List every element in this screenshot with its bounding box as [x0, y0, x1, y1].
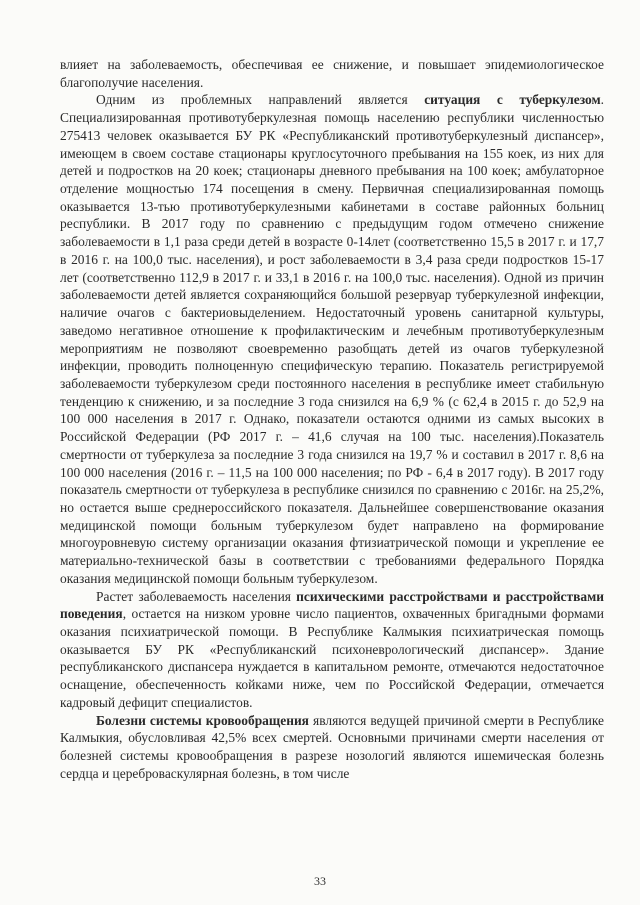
paragraph-intro-continuation	[60, 56, 604, 91]
paragraph-text: Одним из проблемных направлений является	[96, 92, 425, 108]
paragraph-text: , остается на низком уровне число пациентов, охваченных бригадными формами оказания психиатрической помощи. В Республике Калмыкия психиатрическая помощь оказывается БУ РК «Республиканский психоневрологический диспансер». Здание республиканского диспансера нуждается в капитальном ремонте, отмечаются недостаточное оснащение, обеспеченность койками ниже, чем по Российской Федерации, отмечается кадровый дефицит специалистов.	[60, 606, 604, 710]
emphasis-circulatory-diseases: Болезни системы кровообращения	[96, 712, 309, 728]
page-number: 33	[314, 874, 326, 888]
paragraph-circulatory-diseases	[60, 712, 604, 783]
paragraph-tuberculosis	[60, 91, 604, 587]
paragraph-mental-disorders	[60, 588, 604, 712]
paragraph-text: являются ведущей причиной смерти в Республике Калмыкия, обусловливая 42,5% всех смертей. Основными причинами смерти населения от болезней системы кровообращения в разрезе нозологий являются ишемическая болезнь сердца и цереброваскулярная болезнь, в том числе	[60, 712, 604, 781]
emphasis-tuberculosis: ситуация с туберкулезом	[424, 92, 601, 108]
paragraph-text: влияет на заболеваемость, обеспечивая ее снижение, и повышает эпидемиологическое благополучие населения.	[60, 57, 604, 90]
paragraph-text: Растет заболеваемость населения	[96, 588, 297, 604]
paragraph-text: . Специализированная противотуберкулезная помощь населению республики численностью 275413 человек оказывается БУ РК «Республиканский противотуберкулезный диспансер», имеющем в своем составе стационары круглосуточного пребывания на 155 коек, из них для детей и подростков на 20 коек; стационары дневного пребывания на 100 коек; амбулаторное отделение мощностью 174 посещения в смену. Первичная специализированная помощь оказывается 13-тью противотуберкулезными кабинетами в составе районных больниц республики. В 2017 году по сравнению с предыдущим годом отмечено снижение заболеваемости в 1,1 раза среди детей в возрасте 0-14лет (соответственно 15,5 в 2017 г. и 17,7 в 2016 г. на 100,0 тыс. населения), и рост заболеваемости в 3,4 раза среди подростков 15-17 лет (соответственно 112,9 в 2017 г. и 33,1 в 2016 г. на 100,0 тыс. населения). Одной из причин заболеваемости детей является сохраняющийся большой резервуар туберкулезной инфекции, наличие очагов с бактериовыделением. Недостаточный уровень санитарной культуры, заведомо негативное отношение к профилактическим и лечебным противотуберкулезным мероприятиям не позволяют своевременно разобщать детей из очагов туберкулезной инфекции, проводить полноценную специфическую терапию. Показатель регистрируемой заболеваемости туберкулезом среди постоянного населения в республике имеет стабильную тенденцию к снижению, и за последние 3 года снизился на 6,9 % (с 62,4 в 2015 г. до 52,9 на 100 000 населения в 2017 г. Однако, показатели остаются одними из самых высоких в Российской Федерации (РФ 2017 г. – 41,6 случая на 100 тыс. населения).Показатель смертности от туберкулеза за последние 3 года снизился на 19,7 % и составил в 2017 г. 8,6 на 100 000 населения (2016 г. – 11,5 на 100 000 населения; по РФ - 6,4 в 2017 году). В 2017 году показатель смертности от туберкулеза в республике снизился по сравнению с 2016г. на 25,2%, но остается выше среднероссийского показателя. Дальнейшее совершенствование оказания медицинской помощи больным туберкулезом будет направлено на формирование многоуровневую систему организации оказания фтизиатрической помощи и укрепление ее материально-технической базы в соответствии с требованиями федерального Порядка оказания медицинской помощи больным туберкулезом.	[60, 92, 604, 586]
emphasis-mental-disorders: психическими расстройствами и расстройствами поведения	[60, 588, 604, 622]
